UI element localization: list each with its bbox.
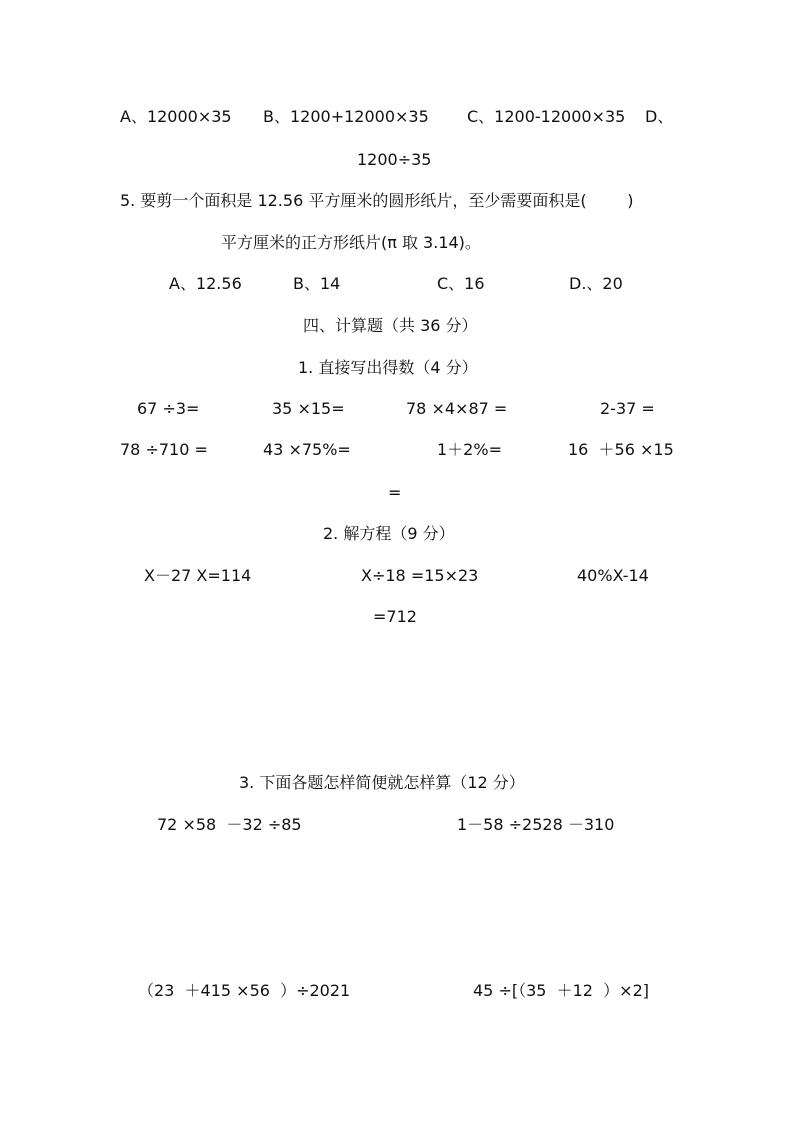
equation-item: 40%X-14 <box>577 566 649 585</box>
q5-option-c: C、16 <box>437 274 485 293</box>
oral-calc-item: 78 ×4×87 = <box>406 399 508 418</box>
q4-option-d: D、 <box>645 107 674 126</box>
part2-title: 2. 解方程（9 分） <box>323 524 455 543</box>
simplify-calc-item: 72 ×58 －32 ÷85 <box>157 815 302 834</box>
oral-calc-item-continued: = <box>388 483 402 502</box>
q5-text-line2: 平方厘米的正方形纸片(π 取 3.14)。 <box>221 233 481 252</box>
simplify-calc-item: 45 ÷[（35 ＋12 ）×2] <box>473 981 649 1000</box>
q4-option-a: A、12000×35 <box>120 107 232 126</box>
q5-option-a: A、12.56 <box>169 274 242 293</box>
part1-title: 1. 直接写出得数（4 分） <box>298 358 478 377</box>
oral-calc-item: 43 ×75%= <box>263 440 351 459</box>
oral-calc-item: 1＋2%= <box>437 440 502 459</box>
oral-calc-item: 78 ÷710 = <box>120 440 208 459</box>
oral-calc-item: 16 ＋56 ×15 <box>568 440 674 459</box>
q4-option-b: B、1200+12000×35 <box>263 107 429 126</box>
equation-item: X－27 X=114 <box>144 566 252 585</box>
section-title: 四、计算题（共 36 分） <box>303 316 478 335</box>
q5-option-d: D.、20 <box>569 274 623 293</box>
equation-item: X÷18 =15×23 <box>361 566 479 585</box>
part3-title: 3. 下面各题怎样简便就怎样算（12 分） <box>239 773 525 792</box>
simplify-calc-item: （23 ＋415 ×56 ）÷2021 <box>138 981 351 1000</box>
simplify-calc-item: 1－58 ÷2528 －310 <box>457 815 615 834</box>
q5-option-b: B、14 <box>293 274 341 293</box>
equation-item-continued: =712 <box>373 607 417 626</box>
oral-calc-item: 35 ×15= <box>272 399 345 418</box>
q4-option-c: C、1200-12000×35 <box>467 107 626 126</box>
q4-option-d-continued: 1200÷35 <box>357 150 432 169</box>
q5-text-line1: 5. 要剪一个面积是 12.56 平方厘米的圆形纸片，至少需要面积是( ) <box>120 191 634 210</box>
oral-calc-item: 67 ÷3= <box>137 399 200 418</box>
oral-calc-item: 2-37 = <box>600 399 655 418</box>
